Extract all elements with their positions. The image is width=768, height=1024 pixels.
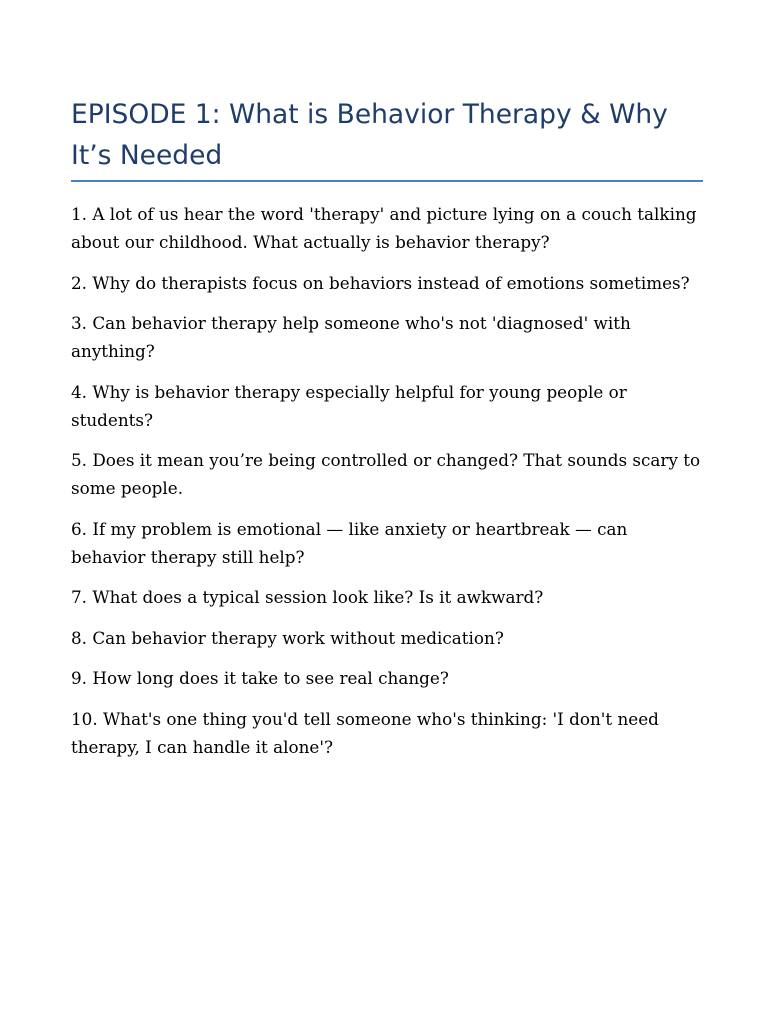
question-item: 6. If my problem is emotional — like anxiety or heartbreak — can behavior therapy still help? <box>71 518 628 567</box>
question-item: 7. What does a typical session look like? Is it awkward? <box>71 587 544 607</box>
episode-title: EPISODE 1: What is Behavior Therapy & Why It’s Needed <box>71 99 668 171</box>
question-item: 4. Why is behavior therapy especially helpful for young people or students? <box>71 381 627 430</box>
title-divider <box>71 180 703 182</box>
question-item: 10. What's one thing you'd tell someone who's thinking: 'I don't need therapy, I can handle it alone'? <box>71 708 659 757</box>
question-item: 2. Why do therapists focus on behaviors instead of emotions sometimes? <box>71 272 690 293</box>
question-item: 9. How long does it take to see real change? <box>71 668 449 688</box>
question-item: 8. Can behavior therapy work without medication? <box>71 627 504 648</box>
question-item: 3. Can behavior therapy help someone who's not 'diagnosed' with anything? <box>71 313 631 361</box>
question-item: 5. Does it mean you’re being controlled or changed? That sounds scary to some people. <box>71 450 701 498</box>
question-item: 1. A lot of us hear the word 'therapy' and picture lying on a couch talking about our childhood. What actually is behavior therapy? <box>71 204 697 252</box>
question-list <box>71 200 703 773</box>
